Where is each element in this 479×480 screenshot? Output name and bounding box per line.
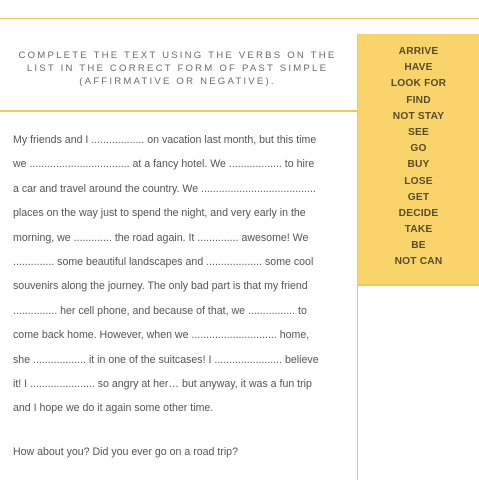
word-item: LOSE — [404, 175, 433, 187]
word-item: SEE — [408, 126, 429, 138]
text-line: morning, we ............. the road again. It .............. awesome! We — [13, 231, 309, 244]
text-line: come back home. However, when we ............................. home, — [13, 329, 310, 342]
follow-up-question: How about you? Did you ever go on a road trip? — [13, 446, 238, 458]
word-item: BUY — [407, 159, 430, 171]
text-line: it! I ...................... so angry at her… but anyway, it was a fun trip — [13, 377, 312, 390]
word-item: TAKE — [404, 224, 433, 236]
text-line: places on the way just to spend the night, and very early in the — [13, 207, 306, 220]
text-line: souvenirs along the journey. The only bad part is that my friend — [13, 280, 308, 293]
word-item: LOOK FOR — [390, 78, 447, 90]
word-bank-divider — [358, 284, 479, 286]
word-item: NOT CAN — [394, 256, 443, 268]
word-item: HAVE — [404, 62, 433, 74]
instructions-line-2: LIST IN THE CORRECT FORM OF PAST SIMPLE — [26, 63, 329, 74]
instructions-line-3: (AFFIRMATIVE OR NEGATIVE). — [79, 76, 276, 87]
text-line: .............. some beautiful landscapes and ................... some cool — [13, 255, 314, 268]
text-line: ............... her cell phone, and because of that, we ................ to — [13, 304, 307, 317]
word-bank — [358, 34, 479, 284]
text-line: My friends and I .................. on vacation last month, but this time — [13, 134, 317, 146]
word-item: GO — [410, 143, 427, 155]
text-line: a car and travel around the country. We ....................................... — [13, 182, 316, 195]
word-item: ARRIVE — [398, 46, 439, 57]
top-rule — [0, 18, 479, 19]
text-line: and I hope we do it again some other time. — [13, 402, 214, 415]
word-item: BE — [411, 240, 426, 252]
word-item: NOT STAY — [392, 110, 445, 122]
text-line: she .................. it in one of the suitcases! I ....................... believe — [13, 353, 319, 366]
word-item: FIND — [406, 94, 431, 106]
word-list — [358, 34, 479, 271]
text-line: we .................................. at a fancy hotel. We .................. to hire — [13, 158, 315, 171]
instructions-line-1: COMPLETE THE TEXT USING THE VERBS ON THE — [18, 50, 337, 61]
instructions — [0, 49, 355, 88]
exercise-text — [13, 128, 349, 421]
word-item: GET — [407, 191, 430, 203]
word-item: DECIDE — [398, 207, 439, 219]
